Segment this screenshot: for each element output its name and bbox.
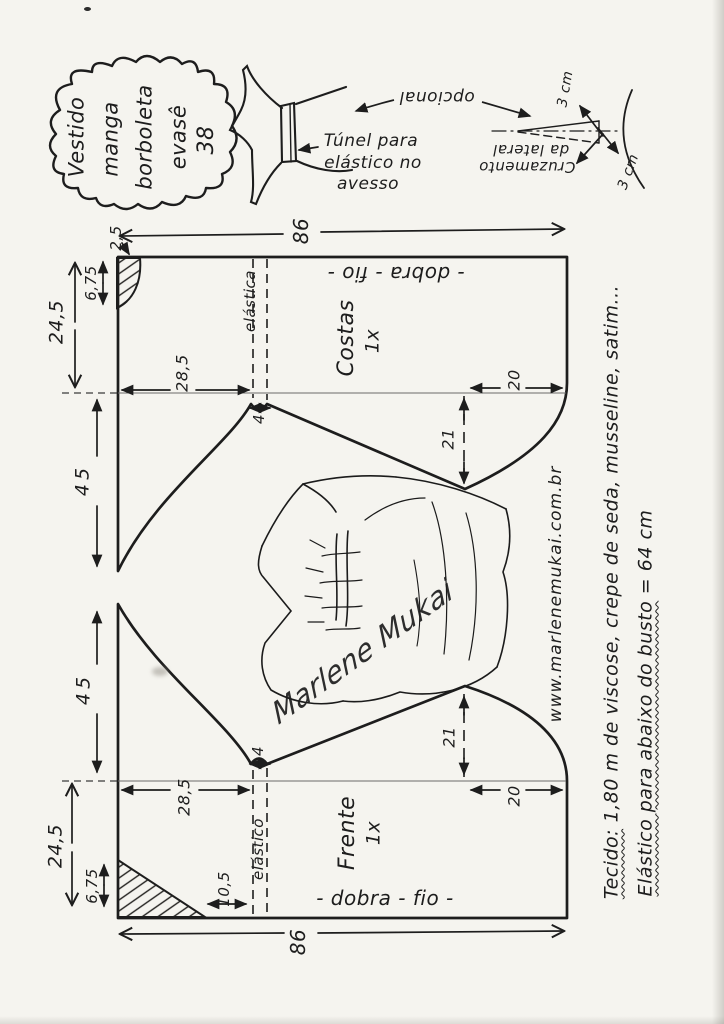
frente-dim-hem: 20 bbox=[504, 785, 524, 807]
frente-channel-label: elástico bbox=[248, 818, 267, 880]
scan-smudge bbox=[152, 667, 168, 676]
note-elastic bbox=[636, 510, 657, 897]
costas-dim-neck-width: 2,5 bbox=[106, 225, 125, 251]
cloud-line-size: 38 bbox=[194, 125, 220, 155]
costas-dim-hem: 20 bbox=[504, 369, 524, 391]
costas-neckline bbox=[117, 258, 140, 308]
frente-piece bbox=[62, 604, 567, 918]
cloud-line-evase: evasê bbox=[166, 104, 191, 170]
note-fabric-label: Tecido: bbox=[600, 828, 623, 900]
note-fabric-text: 1,80 m de viscose, crepe de seda, musseline, satim... bbox=[600, 284, 623, 829]
note-elastic-label: Elástico para abaixo do busto bbox=[634, 600, 657, 897]
crossing-cm-bottom: 3 cm bbox=[614, 151, 643, 192]
scan-edge-shadow-bottom bbox=[0, 1016, 724, 1024]
frente-dim-dart: 21 bbox=[439, 726, 459, 748]
cloud-line-manga: manga bbox=[98, 101, 123, 177]
crossing-label-line2: da lateral bbox=[492, 141, 570, 160]
costas-dim-channel: 4 bbox=[249, 413, 268, 425]
costas-dim-to-channel: 28,5 bbox=[172, 354, 192, 392]
tunnel-note-line3: avesso bbox=[336, 173, 400, 194]
watermark: www.marlenemukai.com.br bbox=[545, 465, 566, 723]
scan-edge-shadow-right bbox=[712, 0, 724, 1024]
dress-sketch bbox=[258, 476, 509, 704]
crossing-label-line1: Cruzamento bbox=[478, 158, 576, 177]
frente-dim-flare: 45 bbox=[72, 672, 95, 706]
frente-fold-label: - dobra - fio - bbox=[316, 886, 454, 911]
frente-piece-name: Frente bbox=[335, 795, 361, 871]
frente-dim-channel: 4 bbox=[248, 745, 267, 757]
costas-dim-dart: 21 bbox=[438, 428, 458, 450]
frente-dim-neck-to-channel: 10,5 bbox=[214, 871, 233, 907]
note-fabric bbox=[602, 285, 623, 899]
costas-dim-top-width: 24,5 bbox=[45, 299, 68, 345]
crossing-cm-top: 3 cm bbox=[554, 69, 577, 109]
costas-dimensions bbox=[71, 229, 563, 566]
tunnel-note-line1: Túnel para bbox=[323, 130, 419, 151]
cloud-line-vestido: Vestido bbox=[64, 96, 89, 178]
costas-dim-width: 86 bbox=[289, 217, 314, 245]
signature: Marlene Mukai bbox=[267, 570, 458, 732]
frente-piece-qty: 1x bbox=[362, 820, 385, 846]
costas-piece-name: Costas bbox=[334, 299, 360, 377]
costas-fold-label: - dobra - fio - bbox=[327, 261, 465, 286]
costas-piece bbox=[62, 257, 567, 571]
frente-dim-width: 86 bbox=[286, 928, 311, 956]
cloud-line-borboleta: borboleta bbox=[132, 84, 157, 190]
frente-dim-to-channel: 28,5 bbox=[174, 778, 194, 816]
costas-dim-flare: 45 bbox=[71, 463, 94, 497]
costas-channel-label: elástica bbox=[240, 270, 259, 332]
note-elastic-value: = 64 cm bbox=[634, 509, 657, 601]
optional-label: opcional bbox=[399, 87, 475, 108]
tunnel-note-line2: elástico no bbox=[324, 152, 422, 173]
frente-dim-top-width: 24,5 bbox=[44, 823, 67, 869]
frente-dim-neck-depth: 6,75 bbox=[82, 868, 101, 904]
costas-piece-qty: 1x bbox=[361, 328, 384, 354]
frente-neckline bbox=[118, 860, 205, 917]
costas-dim-neck-depth: 6,75 bbox=[81, 265, 100, 301]
scan-speck bbox=[84, 7, 91, 11]
